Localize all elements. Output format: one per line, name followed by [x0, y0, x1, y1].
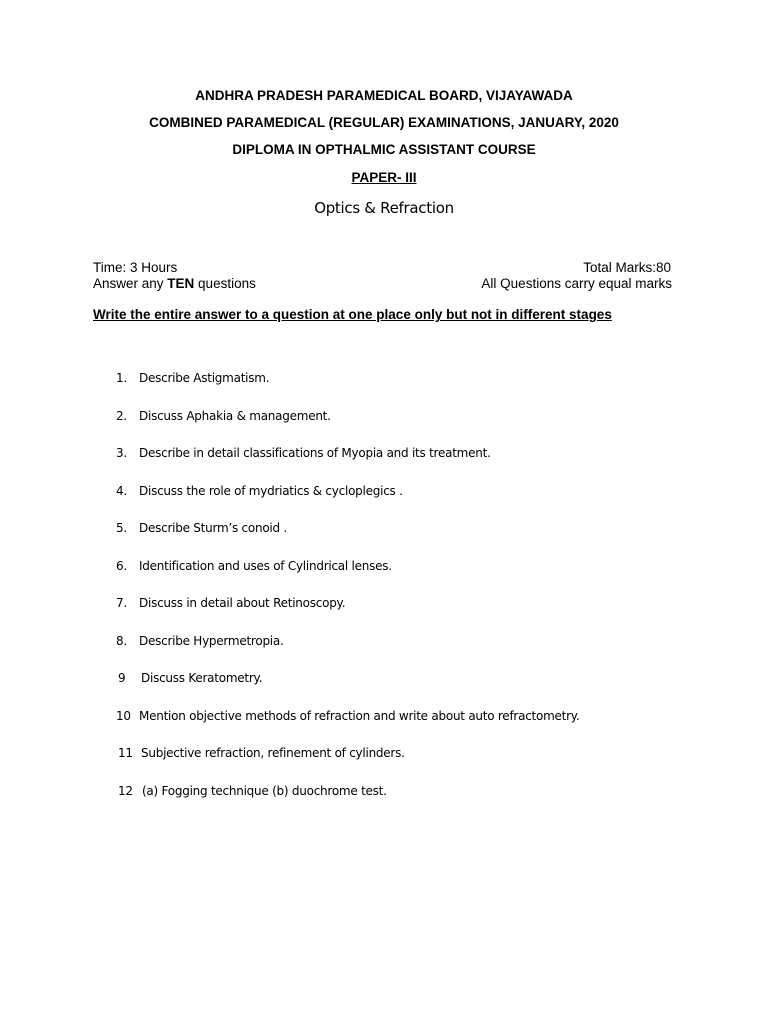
board-heading: ANDHRA PRADESH PARAMEDICAL BOARD, VIJAYAWADA — [195, 88, 573, 103]
question-text: Mention objective methods of refraction and write about auto refractometry. — [139, 709, 580, 723]
question-number: 9 — [118, 671, 126, 685]
question-text: Identification and uses of Cylindrical lenses. — [139, 559, 392, 573]
question-number: 6. — [116, 559, 127, 573]
question-text: Discuss Aphakia & management. — [139, 409, 331, 423]
question-number: 7. — [116, 596, 127, 610]
question-text: Describe Sturm’s conoid . — [139, 521, 287, 535]
course-heading: DIPLOMA IN OPTHALMIC ASSISTANT COURSE — [232, 142, 536, 157]
question-number: 2. — [116, 409, 127, 423]
paper-heading: PAPER- III — [351, 170, 417, 185]
question-text: Subjective refraction, refinement of cylinders. — [141, 746, 405, 760]
question-text: Describe Astigmatism. — [139, 371, 270, 385]
question-text: Discuss the role of mydriatics & cycloplegics . — [139, 484, 403, 498]
exam-duration: Time: 3 Hours — [93, 260, 178, 275]
question-number: 11 — [118, 746, 133, 760]
general-instruction: Write the entire answer to a question at one place only but not in different stages — [93, 307, 612, 322]
question-number: 10 — [116, 709, 131, 723]
exam-heading: COMBINED PARAMEDICAL (REGULAR) EXAMINATIONS, JANUARY, 2020 — [149, 115, 619, 130]
total-marks: Total Marks:80 — [583, 260, 671, 275]
question-number: 12 — [118, 784, 133, 798]
subject-title: Optics & Refraction — [314, 199, 454, 217]
question-text: (a) Fogging technique (b) duochrome test. — [142, 784, 387, 798]
question-text: Describe in detail classifications of Myopia and its treatment. — [139, 446, 491, 460]
question-text: Discuss in detail about Retinoscopy. — [139, 596, 346, 610]
question-number: 1. — [116, 371, 127, 385]
question-number: 8. — [116, 634, 127, 648]
question-number: 5. — [116, 521, 127, 535]
question-text: Discuss Keratometry. — [141, 671, 263, 685]
question-number: 3. — [116, 446, 127, 460]
answer-instruction — [93, 276, 256, 291]
answer-count: TEN — [167, 276, 195, 291]
answer-prefix: Answer any — [93, 276, 168, 291]
question-text: Describe Hypermetropia. — [139, 634, 284, 648]
answer-suffix: questions — [194, 276, 256, 291]
equal-marks-note: All Questions carry equal marks — [481, 276, 672, 291]
question-number: 4. — [116, 484, 127, 498]
